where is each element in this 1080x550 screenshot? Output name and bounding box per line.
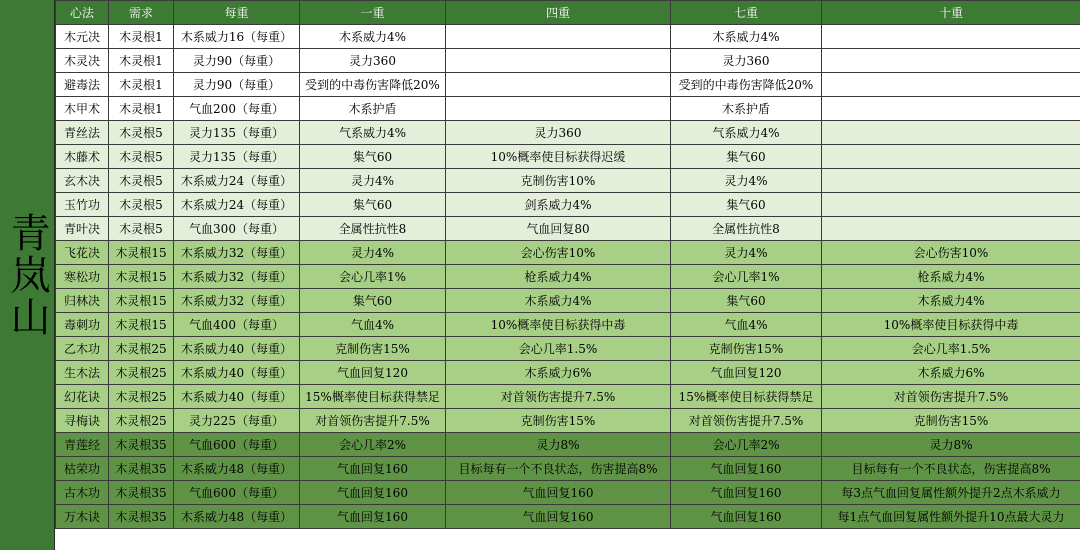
level-1-cell: 会心几率1% [300, 265, 446, 289]
level-7-cell: 木系威力4% [671, 25, 822, 49]
table-row [56, 265, 1080, 289]
level-10-cell [822, 73, 1080, 97]
skill-name-cell: 枯荣功 [56, 457, 109, 481]
requirement-cell: 木灵根5 [109, 193, 174, 217]
level-4-cell: 会心几率1.5% [446, 337, 671, 361]
level-7-cell: 气血4% [671, 313, 822, 337]
skill-name-cell: 生木法 [56, 361, 109, 385]
level-4-cell: 10%概率使目标获得迟缓 [446, 145, 671, 169]
level-4-cell: 灵力8% [446, 433, 671, 457]
table-row [56, 97, 1080, 121]
table-row [56, 289, 1080, 313]
level-1-cell: 受到的中毒伤害降低20% [300, 73, 446, 97]
requirement-cell: 木灵根5 [109, 217, 174, 241]
level-1-cell: 气血回复160 [300, 457, 446, 481]
level-7-cell: 气血回复160 [671, 481, 822, 505]
table-row [56, 361, 1080, 385]
skill-name-cell: 青叶决 [56, 217, 109, 241]
table-row [56, 385, 1080, 409]
per-level-cell: 木系威力32（每重） [174, 241, 300, 265]
skill-name-cell: 飞花决 [56, 241, 109, 265]
header-row [56, 1, 1080, 25]
level-4-cell: 枪系威力4% [446, 265, 671, 289]
level-10-cell [822, 97, 1080, 121]
level-4-cell [446, 49, 671, 73]
level-7-cell: 木系护盾 [671, 97, 822, 121]
per-level-cell: 灵力135（每重） [174, 145, 300, 169]
level-1-cell: 木系护盾 [300, 97, 446, 121]
per-level-cell: 木系威力16（每重） [174, 25, 300, 49]
level-1-cell: 全属性抗性8 [300, 217, 446, 241]
requirement-cell: 木灵根1 [109, 73, 174, 97]
level-7-cell: 15%概率使目标获得禁足 [671, 385, 822, 409]
skill-name-cell: 玉竹功 [56, 193, 109, 217]
header-level-10: 十重 [822, 1, 1080, 25]
level-10-cell: 每1点气血回复属性额外提升10点最大灵力 [822, 505, 1080, 529]
level-10-cell [822, 217, 1080, 241]
level-7-cell: 气血回复160 [671, 457, 822, 481]
level-4-cell [446, 25, 671, 49]
header-requirement: 需求 [109, 1, 174, 25]
requirement-cell: 木灵根5 [109, 169, 174, 193]
level-1-cell: 气血回复160 [300, 505, 446, 529]
table-row [56, 49, 1080, 73]
table-row [56, 241, 1080, 265]
level-7-cell: 全属性抗性8 [671, 217, 822, 241]
level-10-cell [822, 193, 1080, 217]
level-10-cell: 克制伤害15% [822, 409, 1080, 433]
level-7-cell: 气血回复120 [671, 361, 822, 385]
level-10-cell [822, 169, 1080, 193]
level-1-cell: 会心几率2% [300, 433, 446, 457]
skill-name-cell: 木甲术 [56, 97, 109, 121]
level-10-cell [822, 121, 1080, 145]
skill-name-cell: 归林决 [56, 289, 109, 313]
level-4-cell: 克制伤害10% [446, 169, 671, 193]
header-level-4: 四重 [446, 1, 671, 25]
per-level-cell: 木系威力32（每重） [174, 289, 300, 313]
section-label [0, 0, 55, 550]
table-row [56, 193, 1080, 217]
level-10-cell [822, 145, 1080, 169]
level-10-cell: 会心伤害10% [822, 241, 1080, 265]
level-1-cell: 灵力4% [300, 169, 446, 193]
level-1-cell: 气系威力4% [300, 121, 446, 145]
per-level-cell: 木系威力40（每重） [174, 361, 300, 385]
skill-name-cell: 木藤术 [56, 145, 109, 169]
level-10-cell [822, 25, 1080, 49]
table-row [56, 505, 1080, 529]
requirement-cell: 木灵根15 [109, 241, 174, 265]
requirement-cell: 木灵根15 [109, 313, 174, 337]
requirement-cell: 木灵根5 [109, 121, 174, 145]
table-row [56, 121, 1080, 145]
per-level-cell: 木系威力24（每重） [174, 193, 300, 217]
table-row [56, 409, 1080, 433]
level-1-cell: 集气60 [300, 289, 446, 313]
level-10-cell: 灵力8% [822, 433, 1080, 457]
level-10-cell: 会心几率1.5% [822, 337, 1080, 361]
level-7-cell: 灵力360 [671, 49, 822, 73]
skill-name-cell: 玄木决 [56, 169, 109, 193]
table-row [56, 337, 1080, 361]
level-10-cell [822, 49, 1080, 73]
per-level-cell: 木系威力24（每重） [174, 169, 300, 193]
requirement-cell: 木灵根1 [109, 97, 174, 121]
per-level-cell: 木系威力48（每重） [174, 505, 300, 529]
skill-name-cell: 木灵决 [56, 49, 109, 73]
level-1-cell: 克制伤害15% [300, 337, 446, 361]
per-level-cell: 灵力90（每重） [174, 73, 300, 97]
requirement-cell: 木灵根1 [109, 25, 174, 49]
per-level-cell: 木系威力48（每重） [174, 457, 300, 481]
requirement-cell: 木灵根15 [109, 265, 174, 289]
level-4-cell: 10%概率使目标获得中毒 [446, 313, 671, 337]
per-level-cell: 灵力90（每重） [174, 49, 300, 73]
level-7-cell: 灵力4% [671, 169, 822, 193]
level-10-cell: 枪系威力4% [822, 265, 1080, 289]
per-level-cell: 木系威力32（每重） [174, 265, 300, 289]
level-4-cell: 克制伤害15% [446, 409, 671, 433]
skill-name-cell: 青莲经 [56, 433, 109, 457]
table-row [56, 433, 1080, 457]
table-row [56, 217, 1080, 241]
level-7-cell: 气系威力4% [671, 121, 822, 145]
skill-name-cell: 万木诀 [56, 505, 109, 529]
table-row [56, 73, 1080, 97]
level-4-cell: 气血回复160 [446, 481, 671, 505]
table-row [56, 481, 1080, 505]
requirement-cell: 木灵根25 [109, 337, 174, 361]
level-10-cell: 10%概率使目标获得中毒 [822, 313, 1080, 337]
level-4-cell: 对首领伤害提升7.5% [446, 385, 671, 409]
level-1-cell: 木系威力4% [300, 25, 446, 49]
requirement-cell: 木灵根35 [109, 505, 174, 529]
per-level-cell: 气血400（每重） [174, 313, 300, 337]
table-row [56, 169, 1080, 193]
level-4-cell: 木系威力4% [446, 289, 671, 313]
level-7-cell: 集气60 [671, 193, 822, 217]
per-level-cell: 气血300（每重） [174, 217, 300, 241]
level-10-cell: 每3点气血回复属性额外提升2点木系威力 [822, 481, 1080, 505]
requirement-cell: 木灵根35 [109, 481, 174, 505]
level-7-cell: 会心几率2% [671, 433, 822, 457]
requirement-cell: 木灵根5 [109, 145, 174, 169]
requirement-cell: 木灵根25 [109, 409, 174, 433]
level-4-cell: 木系威力6% [446, 361, 671, 385]
level-4-cell: 目标每有一个不良状态，伤害提高8% [446, 457, 671, 481]
per-level-cell: 木系威力40（每重） [174, 385, 300, 409]
table-row [56, 25, 1080, 49]
level-7-cell: 集气60 [671, 145, 822, 169]
per-level-cell: 气血600（每重） [174, 433, 300, 457]
level-4-cell [446, 97, 671, 121]
table-row [56, 457, 1080, 481]
per-level-cell: 气血600（每重） [174, 481, 300, 505]
level-4-cell: 会心伤害10% [446, 241, 671, 265]
per-level-cell: 灵力225（每重） [174, 409, 300, 433]
table-row [56, 313, 1080, 337]
header-level-1: 一重 [300, 1, 446, 25]
level-7-cell: 受到的中毒伤害降低20% [671, 73, 822, 97]
skill-name-cell: 青丝法 [56, 121, 109, 145]
header-per-level: 每重 [174, 1, 300, 25]
level-1-cell: 灵力360 [300, 49, 446, 73]
level-4-cell: 剑系威力4% [446, 193, 671, 217]
per-level-cell: 气血200（每重） [174, 97, 300, 121]
level-4-cell: 气血回复160 [446, 505, 671, 529]
level-7-cell: 集气60 [671, 289, 822, 313]
per-level-cell: 木系威力40（每重） [174, 337, 300, 361]
per-level-cell: 灵力135（每重） [174, 121, 300, 145]
skill-name-cell: 毒刺功 [56, 313, 109, 337]
level-1-cell: 气血回复160 [300, 481, 446, 505]
level-7-cell: 气血回复160 [671, 505, 822, 529]
level-1-cell: 灵力4% [300, 241, 446, 265]
header-level-7: 七重 [671, 1, 822, 25]
level-1-cell: 集气60 [300, 193, 446, 217]
skill-name-cell: 乙木功 [56, 337, 109, 361]
skill-name-cell: 避毒法 [56, 73, 109, 97]
requirement-cell: 木灵根25 [109, 385, 174, 409]
section-title: 青岚山 [4, 212, 50, 338]
table-body [56, 25, 1080, 529]
level-7-cell: 会心几率1% [671, 265, 822, 289]
level-1-cell: 对首领伤害提升7.5% [300, 409, 446, 433]
level-4-cell: 气血回复80 [446, 217, 671, 241]
level-4-cell [446, 73, 671, 97]
level-7-cell: 克制伤害15% [671, 337, 822, 361]
skill-name-cell: 寻梅诀 [56, 409, 109, 433]
level-4-cell: 灵力360 [446, 121, 671, 145]
skill-name-cell: 古木功 [56, 481, 109, 505]
skill-name-cell: 寒松功 [56, 265, 109, 289]
level-7-cell: 对首领伤害提升7.5% [671, 409, 822, 433]
level-10-cell: 目标每有一个不良状态，伤害提高8% [822, 457, 1080, 481]
table-row [56, 145, 1080, 169]
requirement-cell: 木灵根25 [109, 361, 174, 385]
requirement-cell: 木灵根1 [109, 49, 174, 73]
requirement-cell: 木灵根15 [109, 289, 174, 313]
requirement-cell: 木灵根35 [109, 433, 174, 457]
skill-table [55, 0, 1080, 529]
level-1-cell: 15%概率使目标获得禁足 [300, 385, 446, 409]
level-10-cell: 对首领伤害提升7.5% [822, 385, 1080, 409]
level-10-cell: 木系威力4% [822, 289, 1080, 313]
level-7-cell: 灵力4% [671, 241, 822, 265]
skill-name-cell: 木元决 [56, 25, 109, 49]
level-1-cell: 气血回复120 [300, 361, 446, 385]
level-10-cell: 木系威力6% [822, 361, 1080, 385]
requirement-cell: 木灵根35 [109, 457, 174, 481]
header-skill: 心法 [56, 1, 109, 25]
skill-name-cell: 幻花诀 [56, 385, 109, 409]
level-1-cell: 集气60 [300, 145, 446, 169]
level-1-cell: 气血4% [300, 313, 446, 337]
